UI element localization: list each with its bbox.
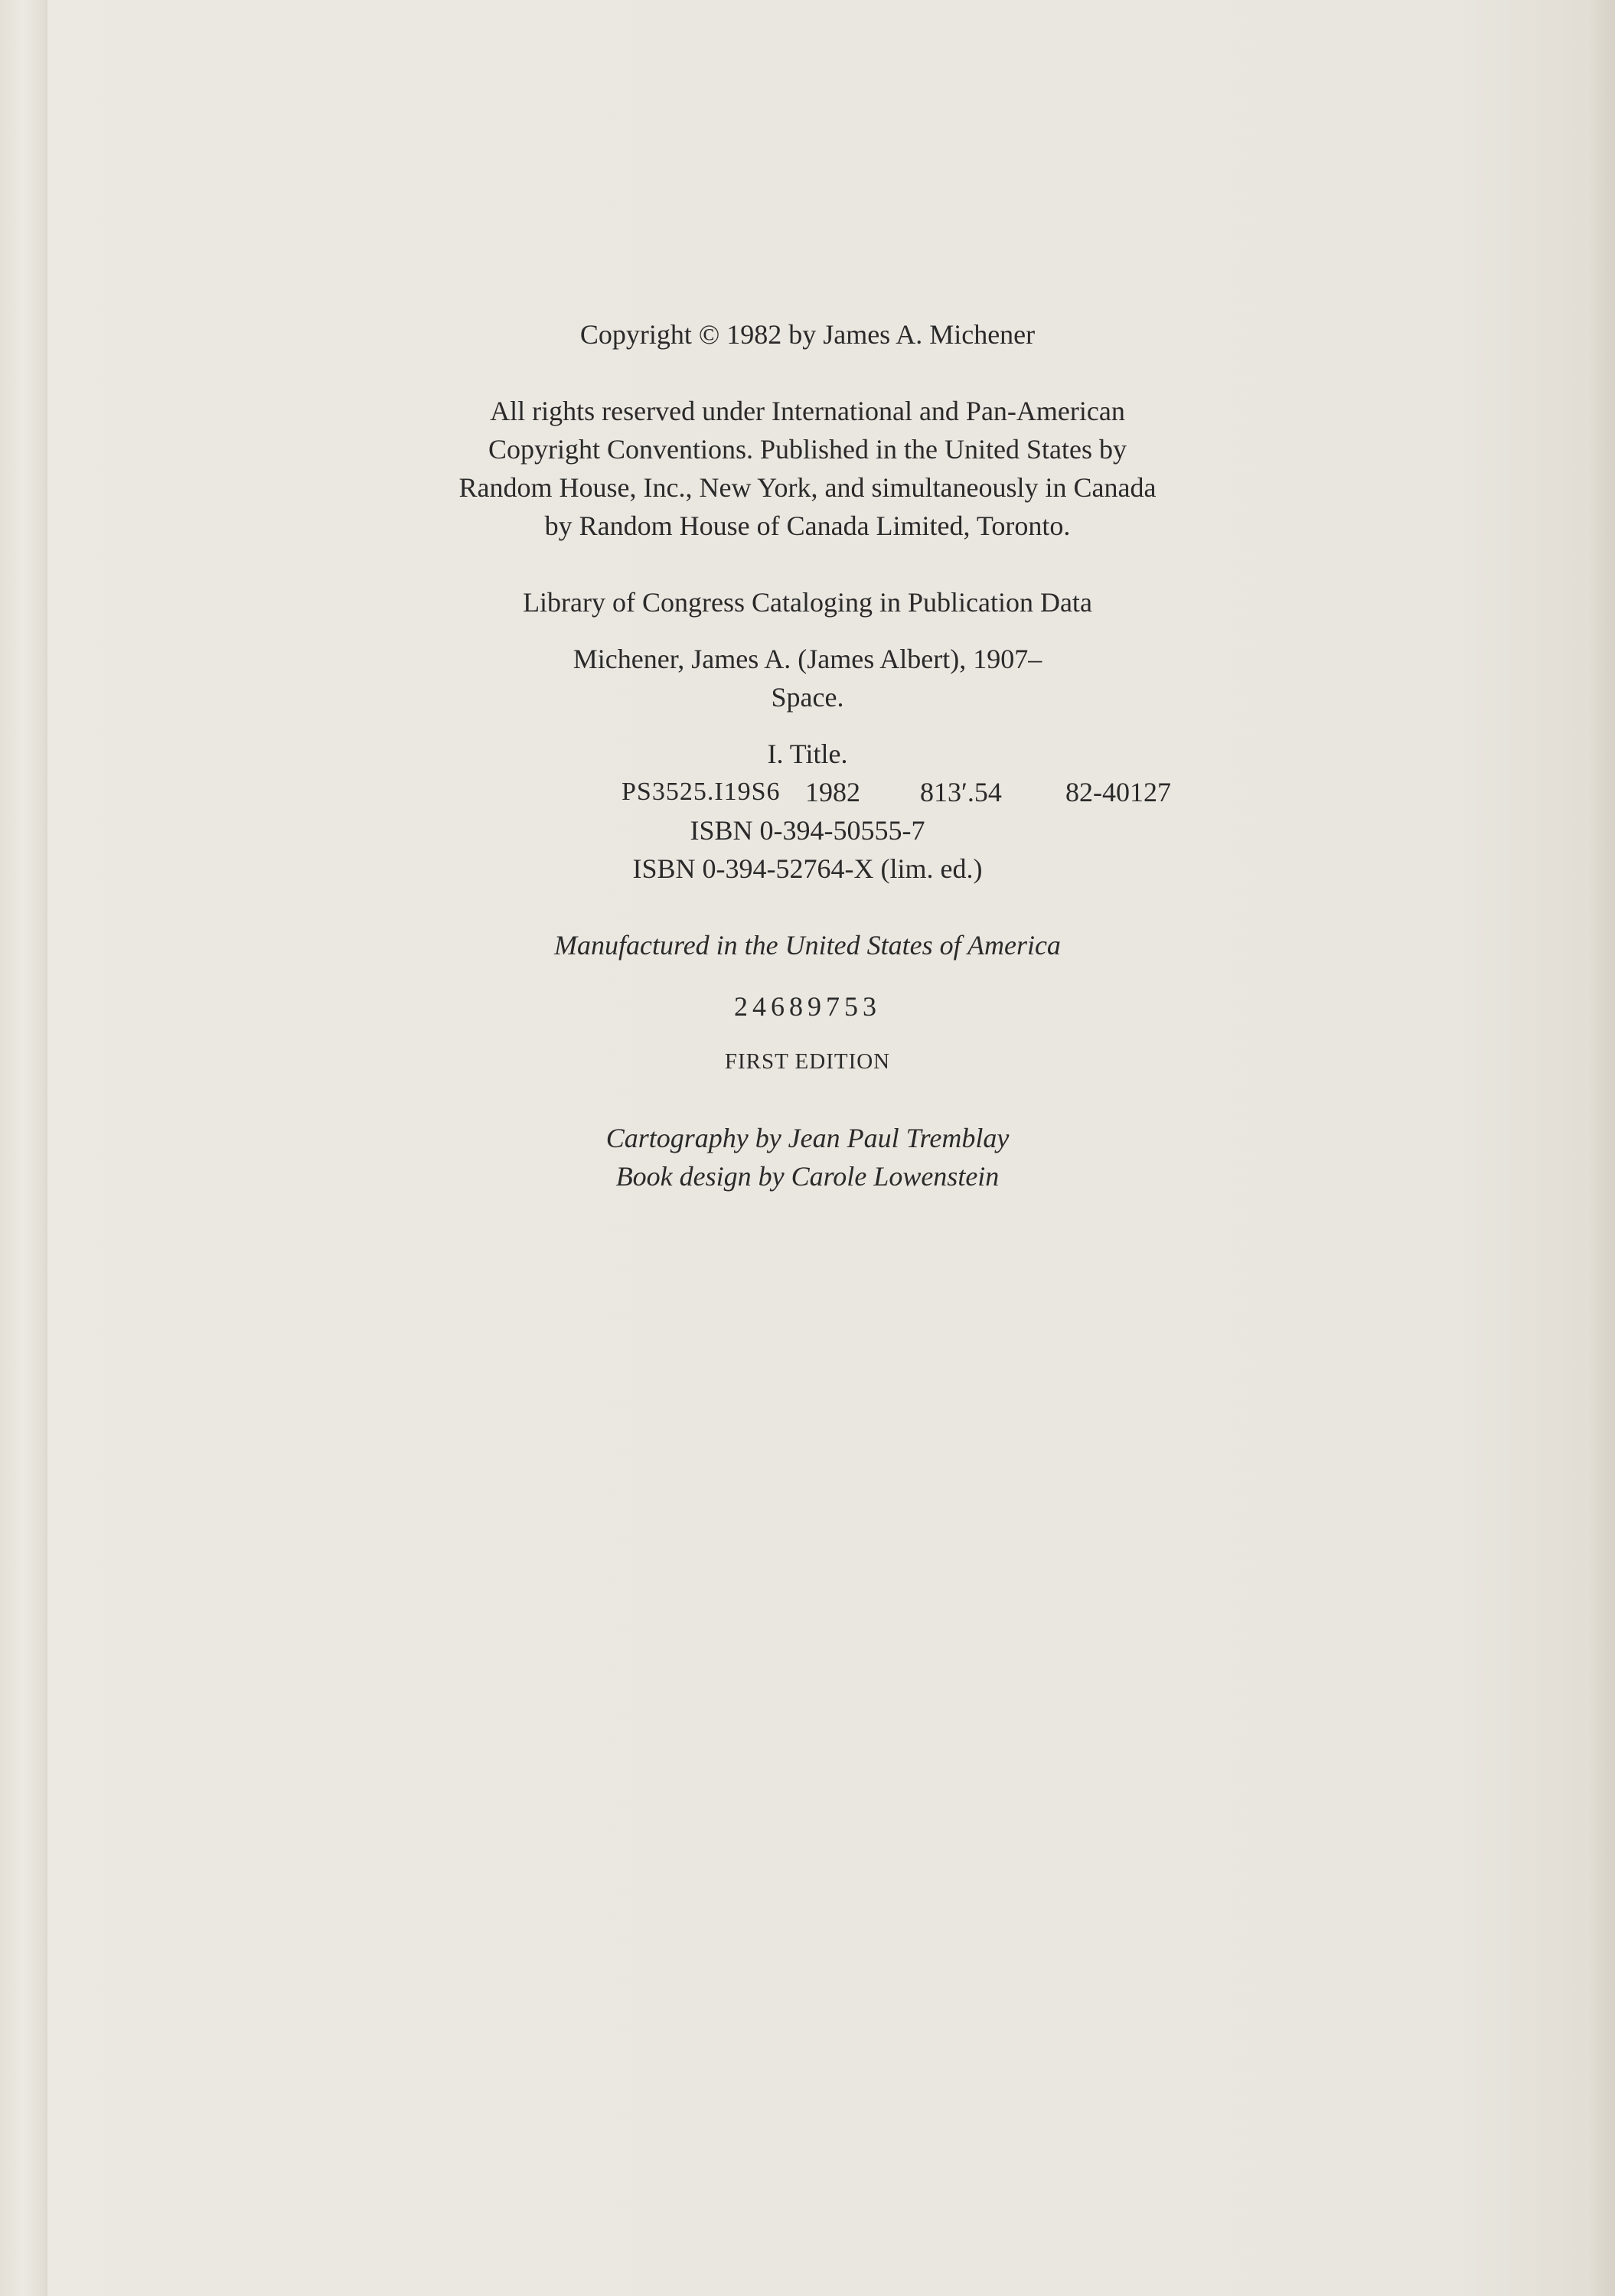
cip-call-number: PS3525.I19S6: [622, 778, 781, 806]
manufactured-statement: Manufactured in the United States of America: [554, 930, 1061, 960]
cip-heading: Library of Congress Cataloging in Publication Data: [523, 587, 1092, 618]
cip-isbn-1: ISBN 0-394-50555-7: [690, 815, 925, 846]
cip-subject: I. Title.: [767, 739, 848, 769]
cip-lccn: 82-40127: [1065, 777, 1171, 807]
rights-line-4: by Random House of Canada Limited, Toronto.: [544, 510, 1071, 541]
copyright-notice: Copyright © 1982 by James A. Michener: [579, 319, 1036, 350]
rights-line-3: Random House, Inc., New York, and simultaneously in Canada: [458, 472, 1157, 503]
cip-dewey: 813′.54: [920, 777, 1002, 807]
cip-isbn-2: ISBN 0-394-52764-X (lim. ed.): [632, 853, 983, 884]
cip-year: 1982: [805, 777, 860, 807]
printing-line: 24689753: [734, 991, 881, 1022]
cip-title: Space.: [771, 682, 844, 713]
cip-classification-row: [0, 773, 1615, 811]
edition-statement: FIRST EDITION: [724, 1049, 891, 1074]
rights-line-2: Copyright Conventions. Published in the United States by: [488, 434, 1127, 465]
cartography-credit: Cartography by Jean Paul Tremblay: [605, 1123, 1010, 1153]
design-credit: Book design by Carole Lowenstein: [615, 1161, 1000, 1192]
rights-line-1: All rights reserved under International and Pan-American: [490, 396, 1125, 426]
cip-author: Michener, James A. (James Albert), 1907–: [573, 644, 1042, 674]
